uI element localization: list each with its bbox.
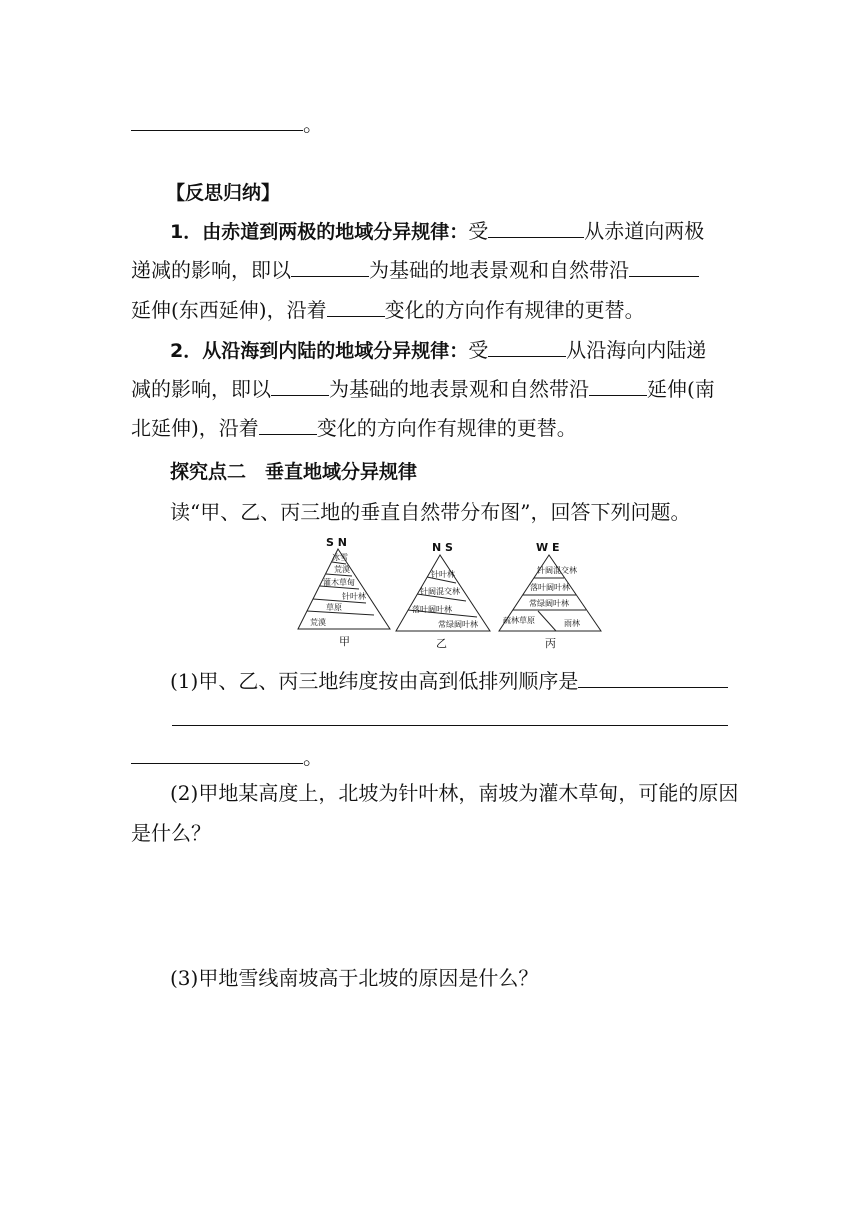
answer-blank[interactable] — [488, 336, 566, 357]
reflection-item-2-line-1: 2．从沿海到内陆的地域分异规律：受 从沿海向内陆递 — [170, 338, 707, 362]
reflection-item-1-line-1: 1．由赤道到两极的地域分异规律：受 从赤道向两极 — [170, 219, 705, 243]
answer-blank[interactable] — [131, 743, 303, 764]
band-label: 落叶阔叶林 — [530, 583, 570, 592]
reflection-heading: 【反思归纳】 — [166, 182, 281, 204]
section-heading: 探究点二 垂直地域分异规律 — [170, 461, 418, 483]
band-label: 常绿阔叶林 — [438, 620, 478, 629]
answer-blank[interactable] — [589, 375, 647, 396]
slope-labels: S N — [326, 536, 347, 549]
band-label: 荒漠 — [334, 565, 350, 574]
band-label: 雨林 — [564, 619, 580, 628]
band-label: 冰雪 — [332, 553, 348, 562]
answer-blank[interactable] — [259, 414, 317, 435]
answer-line-top: 。 — [131, 108, 323, 137]
answer-line-end: 。 — [131, 741, 323, 770]
answer-line[interactable] — [172, 725, 728, 726]
question-3: (3)甲地雪线南坡高于北坡的原因是什么？ — [170, 966, 539, 990]
vertical-zonation-figure — [296, 535, 616, 653]
answer-blank[interactable] — [578, 667, 728, 688]
pyramid-jia — [298, 536, 390, 648]
item-title: 由赤道到两极的地域分异规律： — [202, 221, 469, 243]
reflection-item-2-line-2: 减的影响，即以 为基础的地表景观和自然带沿 延伸(南 — [131, 377, 715, 401]
figure-label: 乙 — [436, 637, 447, 650]
item-number: 2． — [170, 340, 203, 362]
item-number: 1． — [170, 221, 203, 243]
reflection-item-1-line-2: 递减的影响，即以 为基础的地表景观和自然带沿 — [131, 251, 699, 289]
question-2-line-2: 是什么？ — [131, 821, 211, 845]
slope-labels: W E — [536, 541, 560, 554]
band-label: 常绿阔叶林 — [529, 599, 569, 608]
reflection-item-1-line-3: 延伸(东西延伸)，沿着 变化的方向作有规律的更替。 — [131, 298, 645, 322]
section-intro: 读“甲、乙、丙三地的垂直自然带分布图”，回答下列问题。 — [170, 500, 691, 524]
pyramid-yi — [396, 541, 490, 650]
slope-labels: N S — [432, 541, 453, 554]
band-label: 灌木草甸 — [323, 578, 355, 587]
band-label: 针叶林 — [431, 570, 455, 579]
band-label: 荒漠 — [310, 618, 326, 627]
answer-blank[interactable] — [271, 375, 329, 396]
pyramid-bing — [499, 541, 601, 650]
answer-blank[interactable] — [291, 256, 369, 277]
reflection-item-2-line-3: 北延伸)，沿着 变化的方向作有规律的更替。 — [131, 416, 577, 440]
question-2-line-1: (2)甲地某高度上，北坡为针叶林，南坡为灌木草甸，可能的原因 — [170, 781, 739, 805]
answer-blank[interactable] — [327, 296, 385, 317]
figure-label: 甲 — [339, 635, 350, 648]
question-1: (1)甲、乙、丙三地纬度按由高到低排列顺序是 — [170, 665, 728, 694]
band-label: 疏林草原 — [503, 616, 535, 625]
band-label: 针阔混交林 — [537, 566, 577, 575]
answer-blank[interactable] — [131, 110, 303, 131]
band-label: 针阔混交林 — [420, 587, 460, 596]
band-label: 草原 — [326, 603, 342, 612]
band-label: 落叶阔叶林 — [412, 605, 452, 614]
figure-label: 丙 — [545, 637, 556, 650]
band-label: 针叶林 — [342, 592, 366, 601]
answer-blank[interactable] — [629, 256, 699, 277]
item-title: 从沿海到内陆的地域分异规律： — [202, 340, 469, 362]
answer-blank[interactable] — [488, 217, 584, 238]
